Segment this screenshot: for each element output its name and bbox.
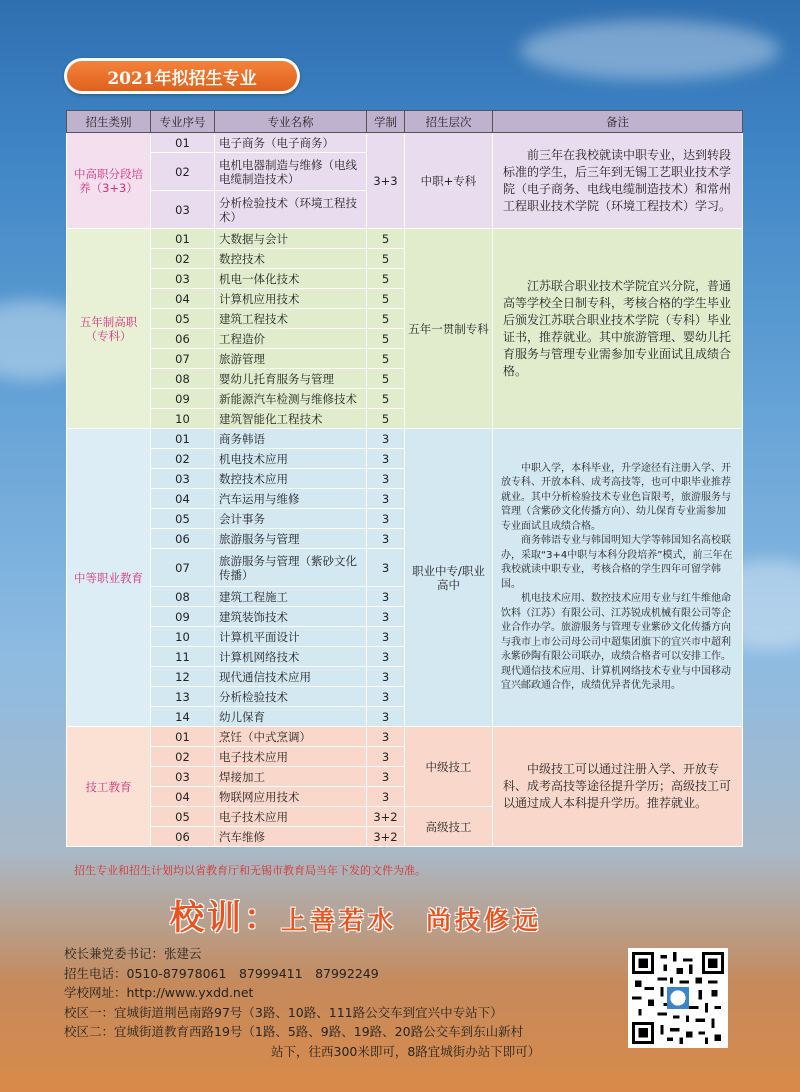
duration-cell: 3 (367, 489, 405, 509)
duration-cell: 5 (367, 269, 405, 289)
major-name: 工程造价 (215, 329, 367, 349)
cloud-decoration (520, 20, 780, 80)
duration-cell: 3 (367, 727, 405, 747)
row-number: 01 (151, 727, 215, 747)
major-name: 机电技术应用 (215, 449, 367, 469)
major-name: 电子商务（电子商务） (215, 133, 367, 153)
duration-cell: 3 (367, 787, 405, 807)
header-duration: 学制 (367, 111, 405, 133)
row-number: 05 (151, 807, 215, 827)
major-name: 婴幼儿托育服务与管理 (215, 369, 367, 389)
row-number: 03 (151, 767, 215, 787)
major-name: 电机电器制造与维修（电线电缆制造技术） (215, 153, 367, 191)
school-motto (170, 890, 542, 939)
duration-cell: 3 (367, 549, 405, 587)
duration-cell: 3 (367, 687, 405, 707)
row-number: 02 (151, 153, 215, 191)
row-number: 09 (151, 389, 215, 409)
row-number: 14 (151, 707, 215, 727)
table-row (67, 229, 743, 249)
row-number: 03 (151, 469, 215, 489)
row-number: 06 (151, 329, 215, 349)
major-name: 新能源汽车检测与维修技术 (215, 389, 367, 409)
duration-cell: 5 (367, 369, 405, 389)
phone-line: 招生电话：0510-87978061 87999411 87992249 (64, 965, 379, 981)
major-name: 电子技术应用 (215, 747, 367, 767)
major-name: 电子技术应用 (215, 807, 367, 827)
major-name: 建筑装饰技术 (215, 607, 367, 627)
category-cell: 中等职业教育 (67, 429, 151, 727)
row-number: 06 (151, 529, 215, 549)
page-title: 2021年拟招生专业 (67, 61, 297, 91)
duration-cell: 3 (367, 647, 405, 667)
duration-cell: 5 (367, 349, 405, 369)
major-name: 建筑工程施工 (215, 587, 367, 607)
major-name: 数控技术 (215, 249, 367, 269)
major-name: 大数据与会计 (215, 229, 367, 249)
table-header-row (67, 111, 743, 133)
level-cell: 高级技工 (405, 807, 493, 847)
duration-cell: 3 (367, 449, 405, 469)
note-text: 中职入学，本科毕业，升学途径有注册入学、开放专科、开放本科、成考高技等，也可中职毕业推荐就业。其中分析检验技术专业色盲限考，旅游服务与管理（含紫砂文化传播方向）、幼儿保育专业需参加专业面试且成绩合格。 (501, 462, 731, 532)
duration-cell: 3 (367, 509, 405, 529)
row-number: 05 (151, 309, 215, 329)
note-text: 中级技工可以通过注册入学、开放专科、成考高技等途径提升学历；高级技工可以通过成人本科提升学历。推荐就业。 (503, 762, 732, 810)
table-row (67, 727, 743, 747)
duration-cell: 5 (367, 309, 405, 329)
row-number: 10 (151, 627, 215, 647)
major-name: 旅游服务与管理（紫砂文化传播） (215, 549, 367, 587)
duration-cell: 5 (367, 229, 405, 249)
row-number: 08 (151, 587, 215, 607)
duration-cell: 3 (367, 587, 405, 607)
level-cell: 职业中专/职业高中 (405, 429, 493, 727)
duration-cell: 5 (367, 249, 405, 269)
row-number: 02 (151, 747, 215, 767)
note-cell (493, 229, 743, 429)
header-note: 备注 (493, 111, 743, 133)
note-cell (493, 429, 743, 727)
duration-cell: 3 (367, 747, 405, 767)
duration-cell: 3 (367, 607, 405, 627)
major-name: 焊接加工 (215, 767, 367, 787)
major-name: 计算机应用技术 (215, 289, 367, 309)
row-number: 04 (151, 787, 215, 807)
campus2-continued: 站下，往西300米即可，8路宜城街办站下即可） (271, 1043, 541, 1059)
row-number: 12 (151, 667, 215, 687)
row-number: 06 (151, 827, 215, 847)
motto-body: 上善若水 尚技修远 (281, 906, 543, 935)
note-cell (493, 133, 743, 229)
duration-cell: 3 (367, 627, 405, 647)
duration-cell: 3 (367, 707, 405, 727)
major-name: 建筑智能化工程技术 (215, 409, 367, 429)
row-number: 13 (151, 687, 215, 707)
major-name: 数控技术应用 (215, 469, 367, 489)
major-name: 汽车运用与维修 (215, 489, 367, 509)
title-badge (64, 58, 300, 94)
major-name: 商务韩语 (215, 429, 367, 449)
major-name: 分析检验技术（环境工程技术） (215, 191, 367, 229)
duration-cell: 3 (367, 429, 405, 449)
header-number: 专业序号 (151, 111, 215, 133)
row-number: 03 (151, 269, 215, 289)
duration-cell: 3 (367, 469, 405, 489)
row-number: 09 (151, 607, 215, 627)
table-row (67, 133, 743, 153)
header-level: 招生层次 (405, 111, 493, 133)
duration-cell: 3 (367, 529, 405, 549)
category-cell: 中高职分段培养（3+3） (67, 133, 151, 229)
row-number: 08 (151, 369, 215, 389)
row-number: 01 (151, 229, 215, 249)
major-name: 物联网应用技术 (215, 787, 367, 807)
level-cell: 中职+专科 (405, 133, 493, 229)
section-technician (67, 727, 743, 847)
major-name: 现代通信技术应用 (215, 667, 367, 687)
major-name: 汽车维修 (215, 827, 367, 847)
major-name: 旅游管理 (215, 349, 367, 369)
note-cell (493, 727, 743, 847)
row-number: 07 (151, 549, 215, 587)
major-name: 烹饪（中式烹调） (215, 727, 367, 747)
motto-label: 校训： (170, 898, 281, 938)
principal-line: 校长兼党委书记：张建云 (64, 946, 202, 961)
level-cell: 五年一贯制专科 (405, 229, 493, 429)
website-link[interactable]: 学校网址：http://www.yxdd.net (64, 985, 254, 1000)
duration-cell: 3+2 (367, 807, 405, 827)
row-number: 02 (151, 249, 215, 269)
campus2-line: 校区二：宜城街道教育西路19号（1路、5路、9路、19路、20路公交车到东山新村 (64, 1024, 524, 1039)
row-number: 04 (151, 289, 215, 309)
duration-cell: 5 (367, 289, 405, 309)
note-text: 前三年在我校就读中职专业，达到转段标准的学生，后三年到无锡工艺职业技术学院（电子商务、电线电缆制造技术）和常州工程职业技术学院（环境工程技术）学习。 (503, 147, 732, 213)
header-major: 专业名称 (215, 111, 367, 133)
major-name: 计算机网络技术 (215, 647, 367, 667)
row-number: 01 (151, 429, 215, 449)
major-name: 分析检验技术 (215, 687, 367, 707)
duration-cell: 3+2 (367, 827, 405, 847)
row-number: 03 (151, 191, 215, 229)
duration-cell: 5 (367, 389, 405, 409)
major-name: 建筑工程技术 (215, 309, 367, 329)
qr-code-icon (628, 948, 728, 1048)
row-number: 11 (151, 647, 215, 667)
row-number: 02 (151, 449, 215, 469)
note-text: 机电技术应用、数控技术应用专业与红牛维他命饮料（江苏）有限公司、江苏锐成机械有限公司等企业合作办学。旅游服务与管理专业紫砂文化传播方向与我市上市公司母公司中超集团旗下的宜兴市中超利永紫砂陶有限公司联办，成绩合格者可以安排工作。现代通信技术应用、计算机网络技术专业与中国移动宜兴邮政通合作，成绩优异者优先录用。 (501, 593, 731, 691)
category-cell: 五年制高职（专科） (67, 229, 151, 429)
note-text: 商务韩语专业与韩国明知大学等韩国知名高校联办，采取“3+4中职与本科分段培养”模式，前三年在我校就读中职专业，考核合格的学生四年可留学韩国。 (501, 535, 733, 590)
section-five-year (67, 229, 743, 429)
major-name: 计算机平面设计 (215, 627, 367, 647)
header-category: 招生类别 (67, 111, 151, 133)
contact-info (64, 944, 540, 1061)
row-number: 10 (151, 409, 215, 429)
major-name: 幼儿保育 (215, 707, 367, 727)
table-row (67, 429, 743, 449)
duration-cell: 5 (367, 409, 405, 429)
disclaimer-text: 招生专业和招生计划均以省教育厅和无锡市教育局当年下发的文件为准。 (74, 864, 426, 877)
row-number: 05 (151, 509, 215, 529)
campus1-line: 校区一：宜城街道荆邑南路97号（3路、10路、111路公交车到宜兴中专站下） (64, 1004, 503, 1020)
duration-cell: 3 (367, 767, 405, 787)
section-3plus3 (67, 133, 743, 229)
duration-cell: 5 (367, 329, 405, 349)
note-text: 江苏联合职业技术学院宜兴分院，普通高等学校全日制专科，考核合格的学生毕业后颁发江苏联合职业技术学院（专科）毕业证书，推荐就业。其中旅游管理、婴幼儿托育服务与管理专业需参加专业面试且成绩合格。 (503, 278, 732, 378)
duration-cell: 3+3 (367, 133, 405, 229)
level-cell: 中级技工 (405, 727, 493, 807)
major-name: 机电一体化技术 (215, 269, 367, 289)
section-secondary-vocational (67, 429, 743, 727)
major-name: 旅游服务与管理 (215, 529, 367, 549)
row-number: 01 (151, 133, 215, 153)
row-number: 04 (151, 489, 215, 509)
category-cell: 技工教育 (67, 727, 151, 847)
major-name: 会计事务 (215, 509, 367, 529)
duration-cell: 3 (367, 667, 405, 687)
enrollment-table (66, 110, 743, 847)
row-number: 07 (151, 349, 215, 369)
